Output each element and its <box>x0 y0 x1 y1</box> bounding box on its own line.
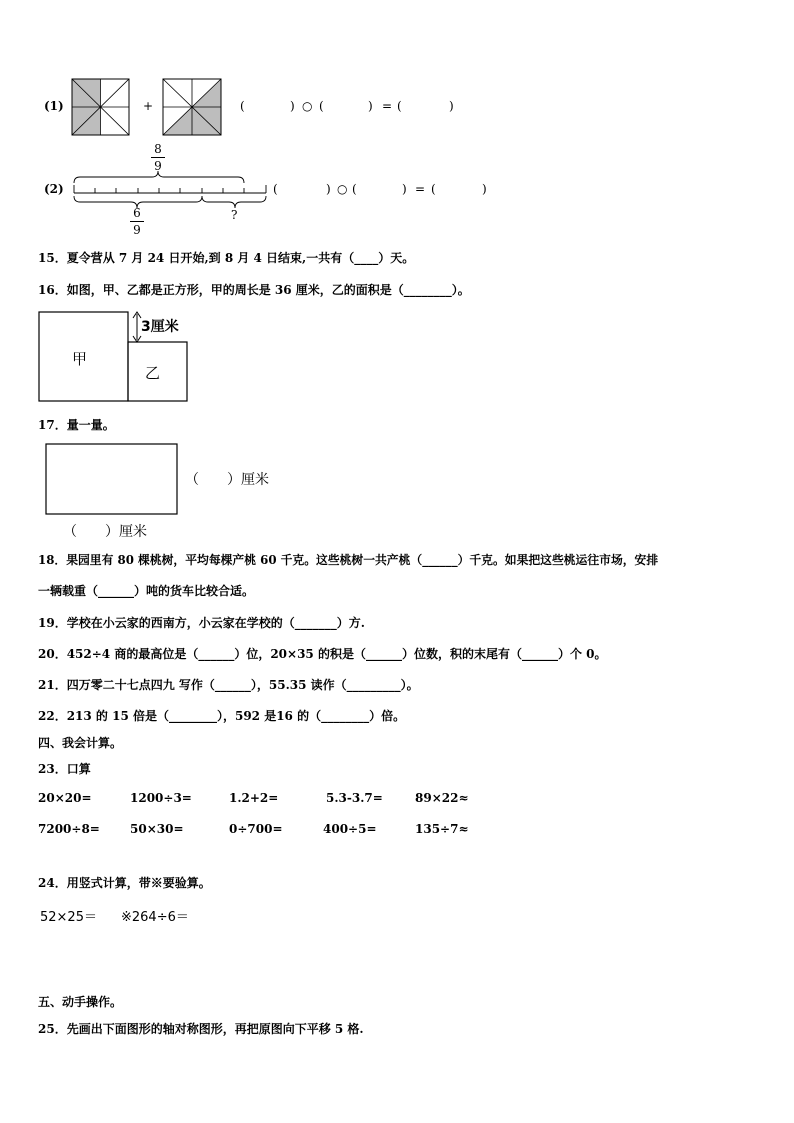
question-21: 21．四万零二十七点四九 写作（______），55.35 读作（_________）。 <box>38 678 419 692</box>
p2-paren-open-3: ( <box>431 182 436 196</box>
fraction-bottom-denominator: 9 <box>133 223 141 237</box>
vertical-calc-1: 52×25＝ <box>40 910 97 925</box>
question-17: 17．量一量。 <box>38 418 115 432</box>
p2-paren-close-3: ) <box>482 182 487 196</box>
p1-paren-open-2: ( <box>319 99 324 113</box>
oral-calc-6: 7200÷8= <box>38 822 100 836</box>
dimension-label: 3厘米 <box>141 319 179 335</box>
measure-right-label: （ ）厘米 <box>185 472 269 488</box>
oral-calc-9: 400÷5= <box>323 822 377 836</box>
p1-paren-open-1: ( <box>240 99 245 113</box>
fraction-top-denominator: 9 <box>154 159 162 173</box>
fraction-top-numerator: 8 <box>154 142 162 156</box>
question-24: 24．用竖式计算，带※要验算。 <box>38 876 211 890</box>
oral-calc-4: 5.3-3.7= <box>326 791 383 805</box>
square-label-yi: 乙 <box>145 364 161 382</box>
fraction-bottom <box>130 206 144 237</box>
question-23: 23．口算 <box>38 762 91 776</box>
section-5-heading: 五、动手操作。 <box>38 995 123 1009</box>
p2-equals: = <box>415 182 426 196</box>
p1-paren-close-3: ) <box>449 99 454 113</box>
square-figure-1 <box>72 79 129 135</box>
question-25: 25．先画出下面图形的轴对称图形，再把原图向下平移 5 格. <box>38 1022 364 1036</box>
oral-calc-5: 89×22≈ <box>415 791 469 805</box>
oral-calc-1: 20×20= <box>38 791 92 805</box>
unknown-mark: ? <box>231 208 238 222</box>
square-label-jia: 甲 <box>72 350 88 368</box>
p2-paren-open-2: ( <box>352 182 357 196</box>
p2-compare-symbol: ○ <box>337 182 348 196</box>
question-22: 22．213 的 15 倍是（________），592 是16 的（________）倍。 <box>38 709 406 723</box>
oral-calc-2: 1200÷3= <box>130 791 192 805</box>
question-15: 15．夏令营从 7 月 24 日开始,到 8 月 4 日结束,一共有（____）天。 <box>38 251 415 265</box>
question-18-line-2: 一辆载重（______）吨的货车比较合适。 <box>38 584 255 598</box>
question-19: 19．学校在小云家的西南方，小云家在学校的（_______）方. <box>38 616 365 630</box>
fraction-bottom-numerator: 6 <box>133 206 141 220</box>
oral-calc-3: 1.2+2= <box>229 791 279 805</box>
plus-sign: + <box>143 99 154 113</box>
oral-calc-10: 135÷7≈ <box>415 822 469 836</box>
oral-calc-8: 0÷700= <box>229 822 283 836</box>
question-20: 20．452÷4 商的最高位是（______）位，20×35 的积是（______）位数，积的末尾有（______）个 0。 <box>38 647 607 661</box>
p2-paren-close-2: ) <box>402 182 407 196</box>
question-18-line-1: 18．果园里有 80 棵桃树，平均每棵产桃 60 千克。这些桃树一共产桃（______）千克。如果把这些桃运往市场，安排 <box>38 553 659 567</box>
section-4-heading: 四、我会计算。 <box>38 736 123 750</box>
p1-compare-symbol: ○ <box>302 99 313 113</box>
square-figure-2 <box>163 79 221 135</box>
p1-paren-close-1: ) <box>290 99 295 113</box>
problem-2-label: (2) <box>44 182 64 196</box>
vertical-calc-2: ※264÷6＝ <box>121 910 189 925</box>
question-16: 16．如图，甲、乙都是正方形，甲的周长是 36 厘米，乙的面积是（________）。 <box>38 283 470 297</box>
p2-paren-open-1: ( <box>273 182 278 196</box>
oral-calc-7: 50×30= <box>130 822 184 836</box>
number-line-figure <box>74 171 266 208</box>
p1-paren-open-3: ( <box>397 99 402 113</box>
p1-equals: = <box>382 99 393 113</box>
fraction-top <box>151 142 165 173</box>
problem-1-label: (1) <box>44 99 64 113</box>
measure-bottom-label: （ ）厘米 <box>63 524 147 540</box>
p1-paren-close-2: ) <box>368 99 373 113</box>
measure-rectangle <box>46 444 177 514</box>
p2-paren-close-1: ) <box>326 182 331 196</box>
